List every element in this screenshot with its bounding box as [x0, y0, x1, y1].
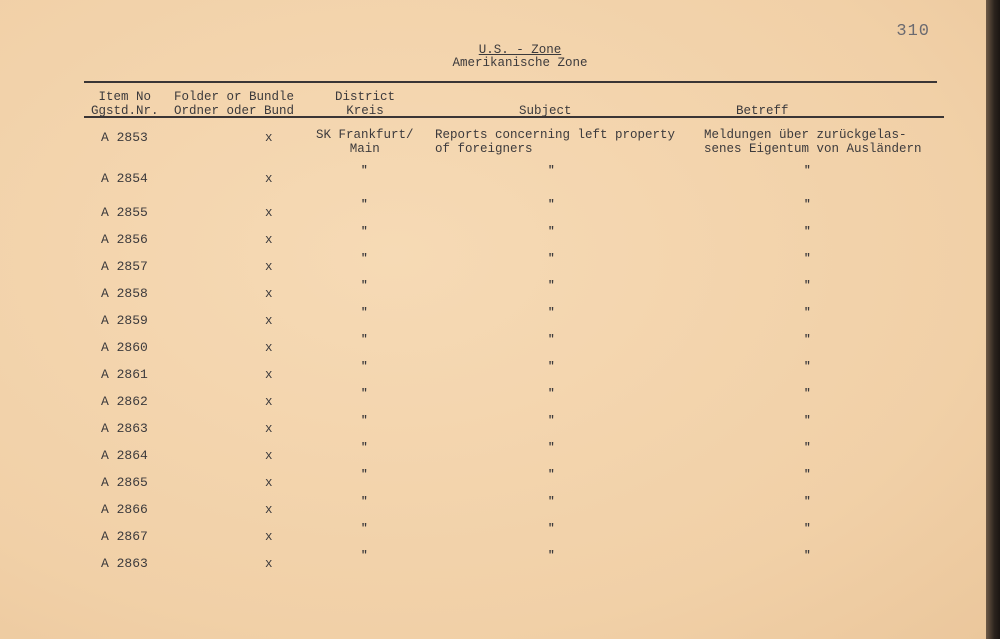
document-subtitle: Amerikanische Zone — [452, 56, 588, 70]
betreff-ditto: " — [804, 388, 811, 400]
betreff-ditto: " — [804, 199, 811, 211]
betreff-ditto: " — [804, 334, 811, 346]
column-header-item: Item No Ggstd.Nr. — [91, 90, 159, 118]
subject-ditto: " — [548, 523, 555, 535]
subject-ditto: " — [548, 550, 555, 562]
subject-ditto: " — [548, 469, 555, 481]
subject-ditto: " — [548, 307, 555, 319]
district-ditto: " — [361, 165, 368, 177]
item-number: A 2864 — [101, 448, 148, 463]
item-number: A 2863 — [101, 556, 148, 571]
document-title: U.S. - Zone — [478, 43, 562, 57]
item-number: A 2867 — [101, 529, 148, 544]
folder-mark: x — [265, 557, 273, 571]
item-number: A 2862 — [101, 394, 148, 409]
district-ditto: " — [361, 253, 368, 265]
folder-mark: x — [265, 233, 273, 247]
folder-mark: x — [265, 368, 273, 382]
folder-mark: x — [265, 172, 273, 186]
item-number: A 2861 — [101, 367, 148, 382]
district-ditto: " — [361, 415, 368, 427]
subject-ditto: " — [548, 226, 555, 238]
folder-mark: x — [265, 131, 273, 145]
district-ditto: " — [361, 469, 368, 481]
folder-mark: x — [265, 260, 273, 274]
folder-mark: x — [265, 449, 273, 463]
header-top-rule — [84, 81, 937, 83]
folder-mark: x — [265, 476, 273, 490]
subject-ditto: " — [548, 199, 555, 211]
page-number: 310 — [896, 22, 930, 41]
folder-mark: x — [265, 530, 273, 544]
betreff-ditto: " — [804, 469, 811, 481]
item-number: A 2859 — [101, 313, 148, 328]
column-header-subject: Subject — [519, 104, 572, 118]
betreff-cell: Meldungen über zurückgelas- senes Eigentum von Ausländern — [704, 128, 922, 156]
folder-mark: x — [265, 503, 273, 517]
betreff-ditto: " — [804, 226, 811, 238]
betreff-ditto: " — [804, 307, 811, 319]
subject-ditto: " — [548, 334, 555, 346]
column-header-folder: Folder or Bundle Ordner oder Bund — [174, 90, 295, 118]
item-number: A 2865 — [101, 475, 148, 490]
subject-ditto: " — [548, 361, 555, 373]
subject-ditto: " — [548, 442, 555, 454]
betreff-ditto: " — [804, 442, 811, 454]
district-ditto: " — [361, 226, 368, 238]
item-number: A 2856 — [101, 232, 148, 247]
betreff-ditto: " — [804, 253, 811, 265]
header-bottom-rule — [84, 116, 944, 118]
binding-edge — [986, 0, 1000, 639]
subject-ditto: " — [548, 165, 555, 177]
folder-mark: x — [265, 314, 273, 328]
district-ditto: " — [361, 361, 368, 373]
item-number: A 2857 — [101, 259, 148, 274]
subject-ditto: " — [548, 415, 555, 427]
district-ditto: " — [361, 442, 368, 454]
betreff-ditto: " — [804, 165, 811, 177]
district-ditto: " — [361, 550, 368, 562]
subject-ditto: " — [548, 280, 555, 292]
item-number: A 2853 — [101, 130, 148, 145]
subject-cell: Reports concerning left property of foreigners — [435, 128, 676, 156]
item-number: A 2855 — [101, 205, 148, 220]
betreff-ditto: " — [804, 523, 811, 535]
item-number: A 2863 — [101, 421, 148, 436]
district-ditto: " — [361, 280, 368, 292]
district-ditto: " — [361, 199, 368, 211]
subject-ditto: " — [548, 388, 555, 400]
district-ditto: " — [361, 388, 368, 400]
subject-ditto: " — [548, 496, 555, 508]
item-number: A 2858 — [101, 286, 148, 301]
betreff-ditto: " — [804, 361, 811, 373]
district-ditto: " — [361, 523, 368, 535]
betreff-ditto: " — [804, 496, 811, 508]
betreff-ditto: " — [804, 280, 811, 292]
folder-mark: x — [265, 206, 273, 220]
folder-mark: x — [265, 341, 273, 355]
column-header-betreff: Betreff — [736, 104, 789, 118]
folder-mark: x — [265, 395, 273, 409]
item-number: A 2860 — [101, 340, 148, 355]
district-cell: SK Frankfurt/ Main — [316, 128, 414, 156]
item-number: A 2866 — [101, 502, 148, 517]
subject-ditto: " — [548, 253, 555, 265]
folder-mark: x — [265, 422, 273, 436]
column-header-district: District Kreis — [334, 90, 395, 118]
district-ditto: " — [361, 307, 368, 319]
betreff-ditto: " — [804, 415, 811, 427]
item-number: A 2854 — [101, 171, 148, 186]
district-ditto: " — [361, 496, 368, 508]
betreff-ditto: " — [804, 550, 811, 562]
folder-mark: x — [265, 287, 273, 301]
district-ditto: " — [361, 334, 368, 346]
